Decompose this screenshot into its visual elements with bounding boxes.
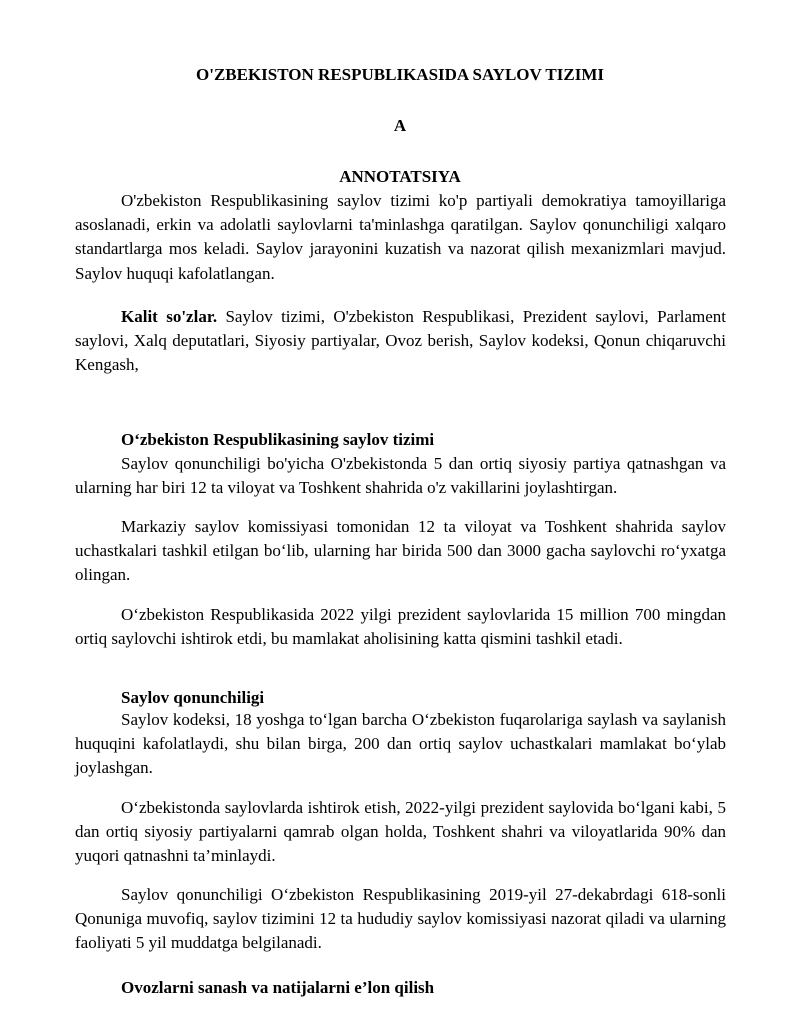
keywords-label: Kalit so'zlar.: [121, 307, 218, 326]
paragraph: O‘zbekistonda saylovlarda ishtirok etish, 2022-yilgi prezident saylovida bo‘lgani kabi, 5 dan ortiq siyosiy partiyalarni qamrab olgan holda, Toshkent shahri va viloyatlarida 90% dan yuqori qatnashni ta’minlaydi.: [75, 798, 726, 866]
paragraph: Saylov kodeksi, 18 yoshga to‘lgan barcha O‘zbekiston fuqarolariga saylash va saylanish huquqini kafolatlaydi, shu bilan birga, 200 dan ortiq saylov uchastkalari mamlakat bo‘ylab joylashgan.: [75, 710, 726, 778]
section-heading-saylov-tizimi: O‘zbekiston Respublikasining saylov tizimi: [121, 430, 435, 449]
annotation-heading: ANNOTATSIYA: [339, 167, 461, 186]
section-heading-saylov-qonunchiligi: Saylov qonunchiligi: [121, 688, 265, 707]
author-initial: A: [393, 116, 407, 135]
section-heading-ovozlarni-sanash: Ovozlarni sanash va natijalarni e’lon qilish: [121, 978, 435, 997]
paragraph: Saylov qonunchiligi O‘zbekiston Respublikasining 2019-yil 27-dekabrdagi 618-sonli Qonuniga muvofiq, saylov tizimini 12 ta hududiy saylov komissiyasi nazorat qiladi va ularning faoliyati 5 yil muddatga belgilanadi.: [75, 885, 726, 953]
paragraph: O‘zbekiston Respublikasida 2022 yilgi prezident saylovlarida 15 million 700 mingdan ortiq saylovchi ishtirok etdi, bu mamlakat aholisining katta qismini tashkil etadi.: [75, 605, 726, 649]
annotation-text: O'zbekiston Respublikasining saylov tizimi ko'p partiyali demokratiya tamoyillariga asoslanadi, erkin va adolatli saylovlarni ta'minlashga qaratilgan. Saylov qonunchiligi xalqaro standartlarga mos keladi. Saylov jarayonini kuzatish va nazorat qilish mexanizmlari mavjud. Saylov huquqi kafolatlangan.: [75, 191, 726, 283]
paragraph: Markaziy saylov komissiyasi tomonidan 12 ta viloyat va Toshkent shahrida saylov uchastkalari tashkil etilgan bo‘lib, ularning har birida 500 dan 3000 gacha saylovchi ro‘yxatga olingan.: [75, 517, 726, 585]
keywords-paragraph: [75, 305, 726, 378]
document-title: O'ZBEKISTON RESPUBLIKASIDA SAYLOV TIZIMI: [196, 65, 604, 84]
keywords-text: Saylov tizimi, O'zbekiston Respublikasi, Prezident saylovi, Parlament saylovi, Xalq deputatlari, Siyosiy partiyalar, Ovoz berish, Saylov kodeksi, Qonun chiqaruvchi Kengash,: [75, 307, 726, 375]
paragraph: Saylov qonunchiligi bo'yicha O'zbekistonda 5 dan ortiq siyosiy partiya qatnashgan va ularning har biri 12 ta viloyat va Toshkent shahrida o'z vakillarini joylashtirgan.: [75, 454, 726, 498]
